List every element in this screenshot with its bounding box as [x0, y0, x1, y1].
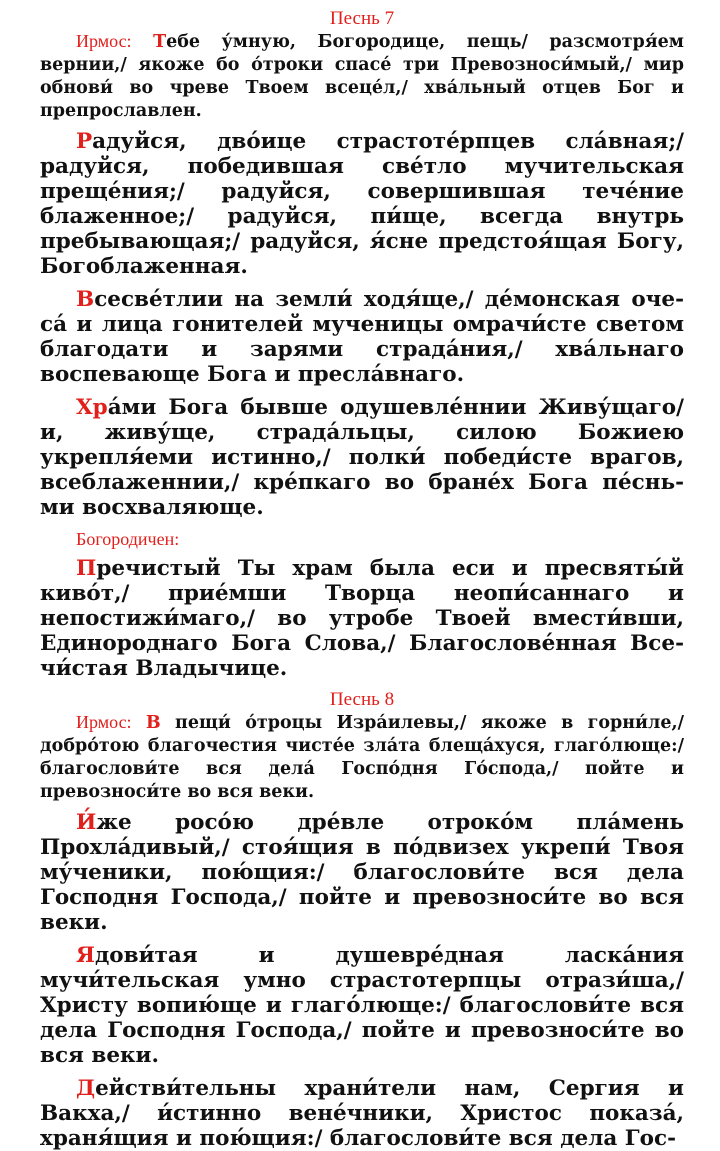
ode8-irmos: [40, 711, 684, 804]
ode8-troparion-2: [40, 943, 684, 1068]
ode8-troparion-2-text: дови́тая и душевре́дная ласка́ния мучи́тельская умно страстотерпцы отрази́ша,/ Христу вопию́ще и глаго́люще:/ благослови́те вся дела Господня Господа,/ пойте и превозноси́те во вся веки.: [40, 943, 684, 1068]
ode7-theotokion-text: речистый Ты храм была еси и пресвяты́й киво́т,/ прие́мши Творца неопи́саннаго и непостижи́маго,/ во утробе Твоей вмести́вши, Единороднаго Бога Слова,/ Благослове́нная Все-чи́стая Владычице.: [40, 556, 684, 681]
ode8-troparion-3-text: ействи́тельны храни́тели нам, Сергия и Вакха,/ и́стинно вене́чники, Христос показа́, храня́щия и пою́щия:/ благослови́те вся дела Гос-: [40, 1076, 684, 1151]
ode7-irmos-initial: Т: [153, 32, 167, 52]
ode7-theotokion-label: Богородичен:: [76, 529, 180, 549]
ode7-troparion-3-initial: Хр: [76, 395, 108, 420]
ode7-troparion-3: [40, 395, 684, 520]
ode8-troparion-1-initial: И́: [76, 810, 97, 835]
ode7-troparion-2-text: сесве́тлии на земли́ ходя́ще,/ де́монская оче-са́ и лица гонителей мученицы омрачи́сте светом благодати и зарями страда́ния,/ хва́льнаго воспевающе Бога и пресла́внаго.: [40, 287, 684, 387]
ode7-irmos-text: ебе у́мную, Богородице, пещь/ разсмотря́ем вернии,/ якоже бо о́троки спасе́ три Превозноси́мый,/ мир обнови́ во чреве Твоем всеце́л,/ хва́льный отцев Бог и препрославлен.: [40, 32, 685, 121]
ode7-troparion-2-initial: В: [76, 287, 95, 312]
ode7-theotokion-initial: П: [76, 556, 97, 581]
ode7-troparion-3-text: а́ми Бога бывше одушевле́ннии Живу́щаго/ и, живу́ще, страда́льцы, силою Божиею укрепля́еми истинно,/ полки́ победи́сте врагов, всеблаженнии,/ кре́пкаго во бране́х Бога пе́снь-ми восхваляюще.: [40, 395, 684, 520]
ode8-troparion-3: [40, 1076, 684, 1151]
ode8-heading: Песнь 8: [329, 689, 395, 710]
ode7-troparion-1-initial: Р: [76, 129, 93, 154]
ode8-troparion-1-text: же росо́ю дре́вле отроко́м пла́мень Прохла́дивый,/ стоя́щия в по́двизех укрепи́ Твоя му́ченики, пою́щия:/ благослови́те вся дела Господня Господа,/ пойте и превозноси́те во вся веки.: [40, 810, 684, 935]
ode8-irmos-text: пещи́ о́троцы Изра́илевы,/ якоже в горни́ле,/ добро́тою благочестия чисте́е зла́та блеща́хуся, глаго́люще:/ благослови́те вся дела́ Госпо́дня Го́спода,/ пойте и превозноси́те во вся веки.: [40, 713, 684, 802]
ode7-troparion-1: [40, 129, 684, 279]
ode8-troparion-1: [40, 810, 684, 935]
ode7-theotokion: [40, 556, 684, 681]
ode7-troparion-1-text: адуйся, дво́ице страстоте́рпцев сла́вная;/ радуйся, победившая све́тло мучительская преще́ния;/ радуйся, совершившая тече́ние блаженное;/ радуйся, пи́ще, всегда внутрь пребывающая;/ радуйся, я́сне предстоя́щая Богу, Богоблаженная.: [40, 129, 684, 279]
ode7-troparion-2: [40, 287, 684, 387]
ode7-irmos-label: Ирмос:: [76, 31, 132, 51]
ode7-irmos: [40, 30, 684, 123]
ode8-troparion-3-initial: Д: [76, 1076, 96, 1101]
ode8-troparion-2-initial: Я: [76, 943, 95, 968]
ode8-irmos-label: Ирмос:: [76, 712, 132, 732]
ode8-irmos-initial: В: [145, 713, 161, 733]
ode7-heading: Песнь 7: [329, 8, 395, 29]
